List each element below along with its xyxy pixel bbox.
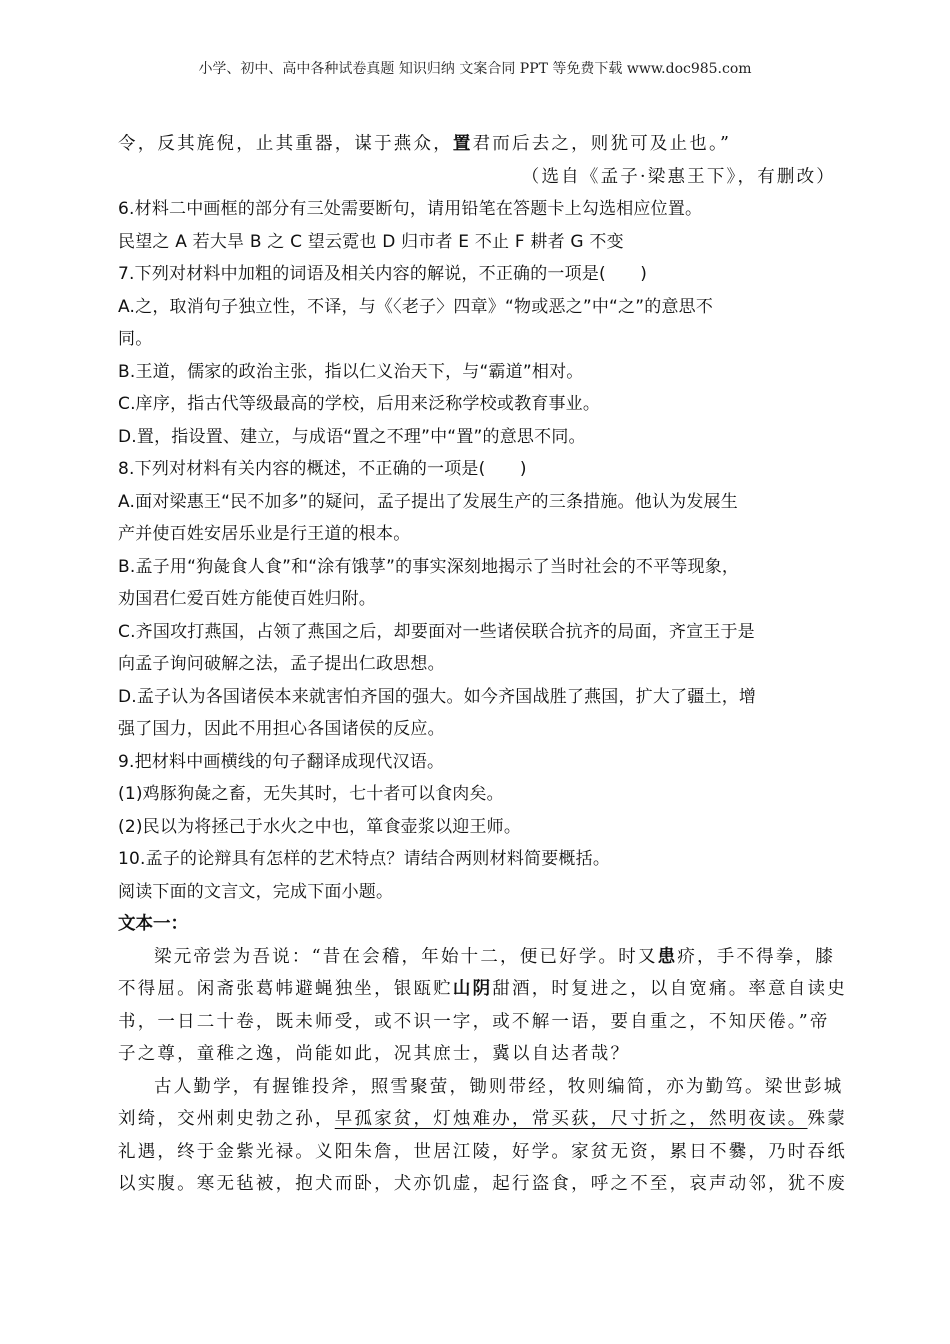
reading-instruction: 阅读下面的文言文，完成下面小题。 — [118, 881, 394, 902]
page-header: 小学、初中、高中各种试卷真题 知识归纳 文案合同 PPT 等免费下载 www.doc985.com — [198, 61, 752, 77]
passage-line: 以实腹。寒无毡被，抱犬而卧，犬亦饥虚，起行盗食，呼之不至，哀声动邻，犹不废 — [118, 1174, 847, 1194]
text-run: 刘绮，交州刺史勃之孙， — [118, 1109, 335, 1129]
option-7d: D.置，指设置、建立，与成语“置之不理”中“置”的意思不同。 — [118, 426, 586, 447]
option-7a-cont: 同。 — [118, 329, 153, 349]
option-8d: D.孟子认为各国诸侯本来就害怕齐国的强大。如今齐国战胜了燕国，扩大了疆土，增 — [118, 686, 757, 707]
bold-word: 患 — [657, 946, 678, 967]
text-run: 不得屈。闲斋张葛帏避蝇独坐，银瓯贮 — [118, 979, 453, 999]
question-9-item-1: (1)鸡豚狗彘之畜，无失其时，七十者可以食肉矣。 — [118, 784, 504, 804]
question-10: 10.孟子的论辩具有怎样的艺术特点？请结合两则材料简要概括。 — [118, 849, 611, 869]
text-run: 甜酒，时复进之，以自宽痛。率意自读史 — [492, 979, 847, 999]
passage-line: 古人勤学，有握锥投斧，照雪聚萤，锄则带经，牧则编简，亦为勤笃。梁世彭城 — [154, 1076, 844, 1097]
option-7c: C.庠序，指古代等级最高的学校，后用来泛称学校或教育事业。 — [118, 394, 601, 414]
bold-word: 置 — [452, 134, 473, 154]
question-8: 8.下列对材料有关内容的概述，不正确的一项是( ) — [118, 459, 527, 479]
bold-word: 山阴 — [452, 979, 493, 999]
option-7b: B.王道，儒家的政治主张，指以仁义治天下，与“霸道”相对。 — [118, 361, 584, 382]
option-8b-cont: 劝国君仁爱百姓方能使百姓归附。 — [118, 589, 376, 609]
underlined-sentence: 早孤家贫，灯烛难办，常买荻，尺寸折之，然明夜读。 — [334, 1109, 808, 1129]
passage-line — [118, 973, 847, 1006]
option-8c-cont: 向孟子询问破解之法，孟子提出仁政思想。 — [118, 654, 445, 674]
option-8c: C.齐国攻打燕国，占领了燕国之后，却要面对一些诸侯联合抗齐的局面，齐宣王于是 — [118, 621, 755, 642]
passage-line: 书，一日二十卷，既未师受，或不识一字，或不解一语，要自重之，不知厌倦。”帝 — [118, 1011, 830, 1032]
text-run: 梁元帝尝为吾说：“昔在会稽，年始十二，便已好学。时又 — [154, 946, 658, 967]
text-run: 疥，手不得拳，膝 — [677, 946, 835, 967]
passage-line — [118, 1103, 847, 1136]
text-run: 君而后去之，则犹可及止也。” — [472, 134, 732, 154]
question-9: 9.把材料中画横线的句子翻译成现代汉语。 — [118, 751, 445, 772]
passage-line: 子之尊，童稚之逸，尚能如此，况其庶士，冀以自达者哉？ — [118, 1044, 631, 1064]
passage-line: 礼遇，终于金紫光禄。义阳朱詹，世居江陵，好学。家贫无资，累日不爨，乃时吞纸 — [118, 1141, 847, 1162]
option-8a-cont: 产并使百姓安居乐业是行王道的根本。 — [118, 524, 411, 544]
question-7: 7.下列对材料中加粗的词语及相关内容的解说，不正确的一项是( ) — [118, 264, 648, 284]
option-8a: A.面对梁惠王“民不加多”的疑问，孟子提出了发展生产的三条措施。他认为发展生 — [118, 491, 738, 512]
text-one-heading: 文本一： — [118, 914, 188, 934]
option-8d-cont: 强了国力，因此不用担心各国诸侯的反应。 — [118, 719, 445, 739]
passage-line — [118, 941, 836, 974]
document-body — [118, 128, 847, 1201]
option-8b: B.孟子用“狗彘食人食”和“涂有饿莩”的事实深刻地揭示了当时社会的不平等现象， — [118, 556, 740, 577]
text-run: 令，反其旄倪，止其重器，谋于燕众， — [118, 134, 453, 154]
source-citation: （选自《孟子·梁惠王下》，有删改） — [521, 166, 836, 187]
passage-line — [118, 128, 836, 161]
question-6-sentence: 民望之 A 若大旱 B 之 C 望云霓也 D 归市者 E 不止 F 耕者 G 不变 — [118, 231, 624, 252]
question-6: 6.材料二中画框的部分有三处需要断句，请用铅笔在答题卡上勾选相应位置。 — [118, 199, 703, 219]
option-7a: A.之，取消句子独立性，不译，与《〈老子〉四章》“物或恶之”中“之”的意思不 — [118, 296, 714, 317]
question-9-item-2: (2)民以为将拯己于水火之中也，箪食壶浆以迎王师。 — [118, 816, 522, 837]
text-run: 殊蒙 — [807, 1109, 847, 1129]
